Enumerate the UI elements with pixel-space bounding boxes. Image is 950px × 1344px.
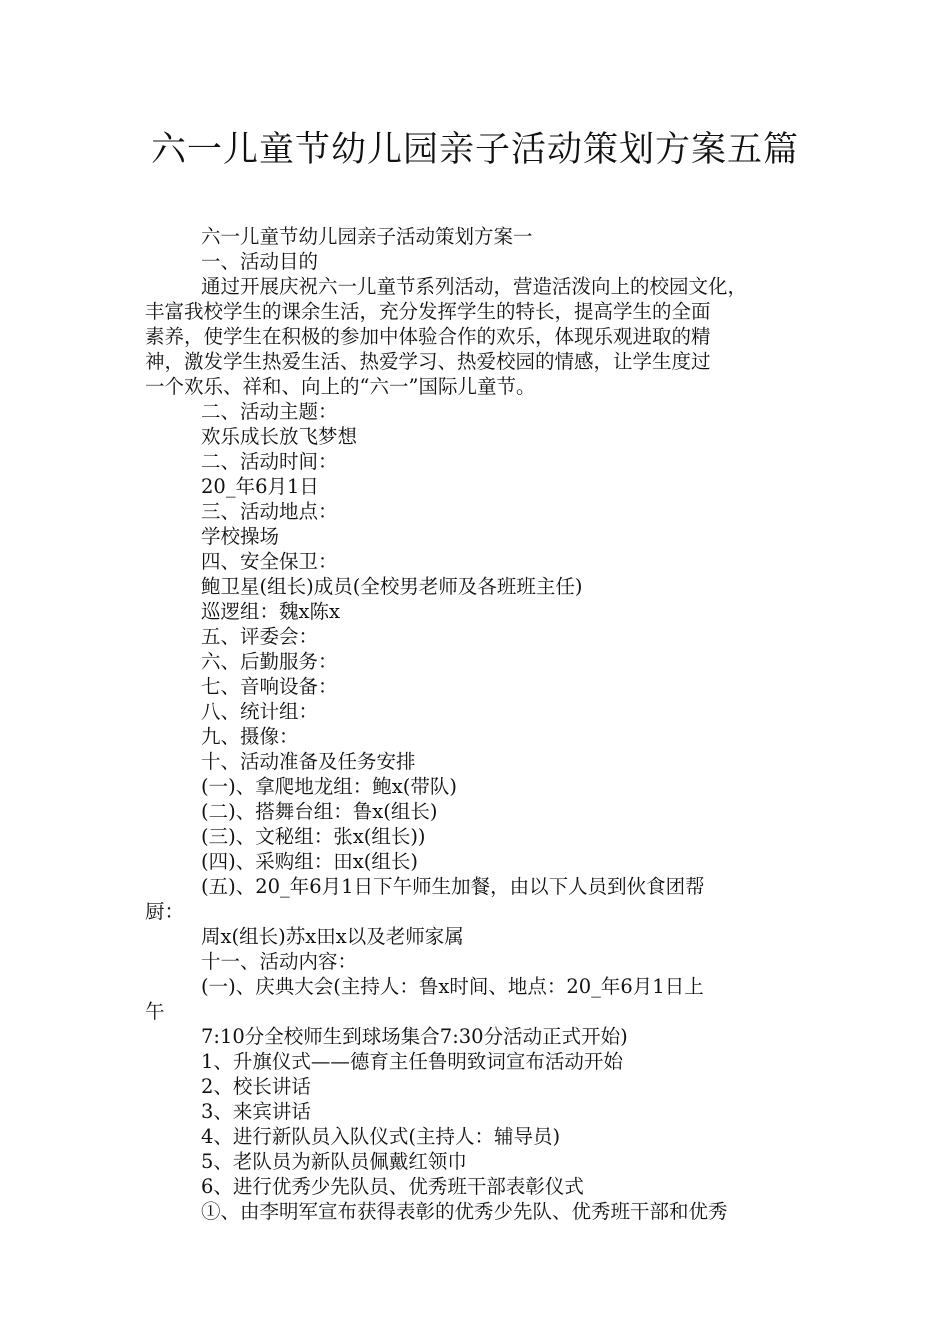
document-line: 素养，使学生在积极的参加中体验合作的欢乐，体现乐观进取的精 [145, 325, 711, 348]
document-line: (三)、文秘组：张x(组长)) [201, 825, 426, 848]
document-line: 3、来宾讲话 [201, 1100, 311, 1123]
document-line: 通过开展庆祝六一儿童节系列活动，营造活泼向上的校园文化， [201, 275, 748, 298]
document-line: 丰富我校学生的课余生活，充分发挥学生的特长，提高学生的全面 [145, 300, 711, 323]
document-line: 2、校长讲话 [201, 1075, 311, 1098]
document-line: 5、老队员为新队员佩戴红领巾 [201, 1150, 467, 1173]
document-line: 20_年6月1日 [201, 475, 319, 498]
document-line: 一、活动目的 [201, 250, 319, 273]
document-line: 十、活动准备及任务安排 [201, 750, 416, 773]
document-line: 7:10分全校师生到球场集合7:30分活动正式开始) [201, 1025, 628, 1048]
document-line: 6、进行优秀少先队员、优秀班干部表彰仪式 [201, 1175, 584, 1198]
document-line: 周x(组长)苏x田x以及老师家属 [201, 925, 464, 948]
document-line: (一)、庆典大会(主持人：鲁x时间、地点：20_年6月1日上 [201, 975, 704, 998]
document-line: 一个欢乐、祥和、向上的“六一”国际儿童节。 [145, 375, 536, 398]
document-line: 1、升旗仪式——德育主任鲁明致词宣布活动开始 [201, 1050, 623, 1073]
document-line: 二、活动时间： [201, 450, 338, 473]
document-line: 欢乐成长放飞梦想 [201, 425, 358, 448]
document-line: 神，激发学生热爱生活、热爱学习、热爱校园的情感，让学生度过 [145, 350, 711, 373]
document-line: 十一、活动内容： [201, 950, 358, 973]
document-line: 四、安全保卫： [201, 550, 338, 573]
document-line: 六、后勤服务： [201, 650, 338, 673]
document-line: 午 [145, 1000, 165, 1023]
document-line: 厨： [145, 900, 185, 923]
document-line: 学校操场 [201, 525, 280, 548]
document-line: 巡逻组：魏x陈x [201, 600, 340, 623]
document-line: (二)、搭舞台组：鲁x(组长) [201, 800, 438, 823]
document-title: 六一儿童节幼儿园亲子活动策划方案五篇 [150, 130, 799, 170]
document-line: 三、活动地点： [201, 500, 338, 523]
document-line: 五、评委会： [201, 625, 319, 648]
document-line: 六一儿童节幼儿园亲子活动策划方案一 [201, 225, 533, 248]
document-body [145, 224, 815, 1224]
document-line: 八、统计组： [201, 700, 319, 723]
document-line: (四)、采购组：田x(组长) [201, 850, 418, 873]
document-line: 二、活动主题： [201, 400, 338, 423]
document-line: ①、由李明军宣布获得表彰的优秀少先队、优秀班干部和优秀 [201, 1200, 728, 1223]
document-line: (五)、20_年6月1日下午师生加餐，由以下人员到伙食团帮 [201, 875, 705, 898]
document-line: 七、音响设备： [201, 675, 338, 698]
document-line: 鲍卫星(组长)成员(全校男老师及各班班主任) [201, 575, 583, 598]
document-line: (一)、拿爬地龙组：鲍x(带队) [201, 775, 457, 798]
document-line: 九、摄像： [201, 725, 299, 748]
document-line: 4、进行新队员入队仪式(主持人：辅导员) [201, 1125, 561, 1148]
